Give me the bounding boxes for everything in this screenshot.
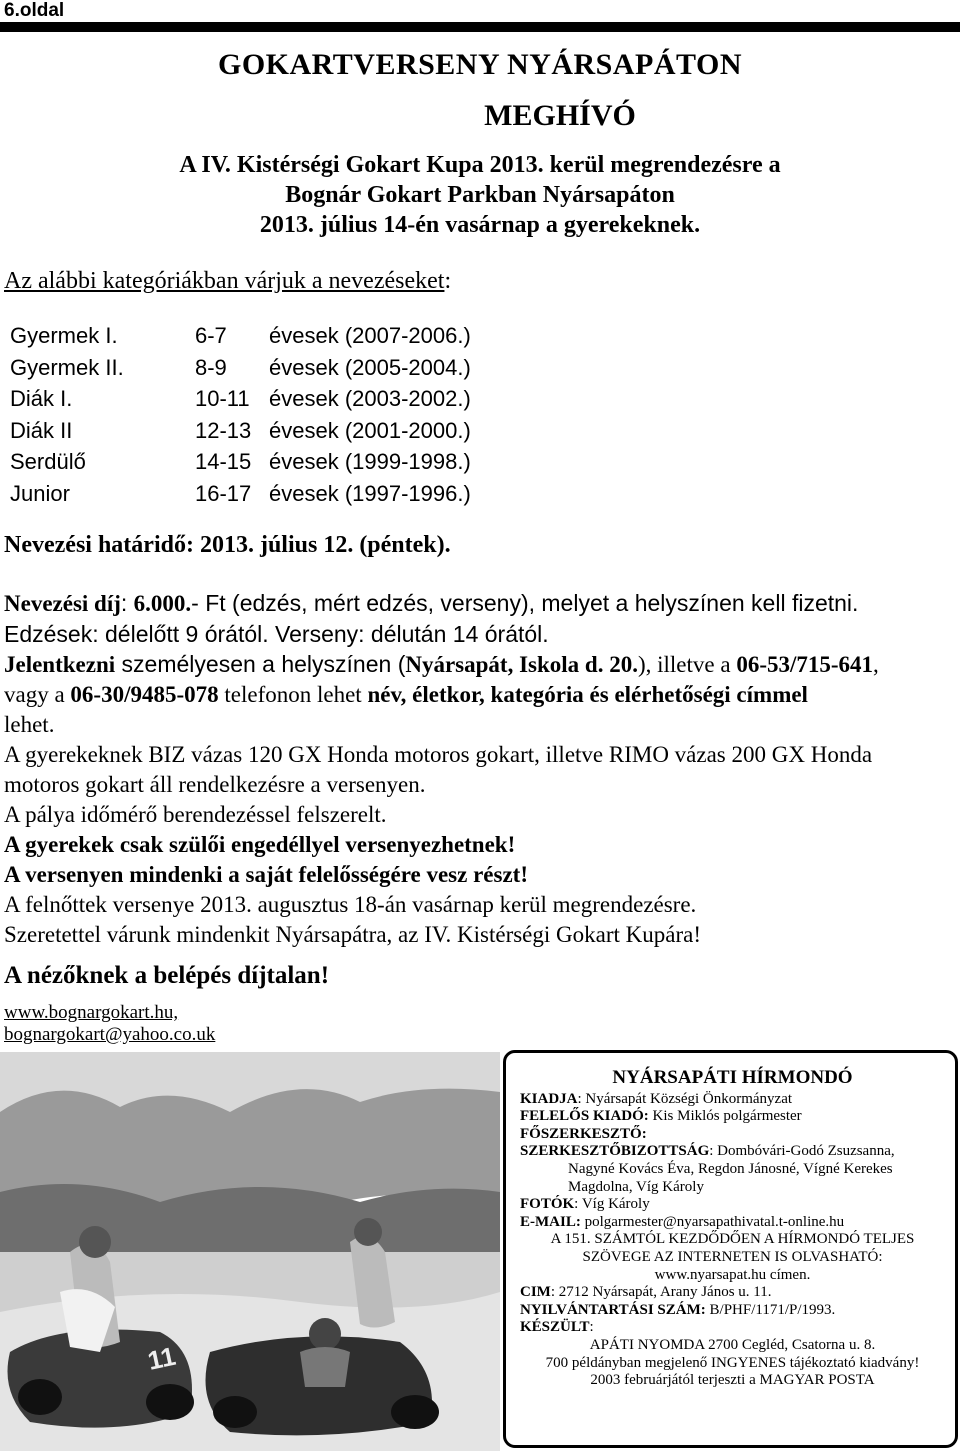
category-name: Diák II bbox=[10, 417, 73, 443]
category-age: 10-11 bbox=[195, 386, 250, 411]
contact-text: személyesen a helyszínen ( bbox=[115, 651, 406, 677]
category-row bbox=[10, 478, 471, 510]
impressum-value: : Víg Károly bbox=[574, 1196, 650, 1213]
category-name: Gyermek I. bbox=[10, 323, 118, 348]
category-list bbox=[10, 320, 471, 509]
category-age: 12-13 bbox=[195, 417, 252, 443]
impressum-value: Kis Miklós polgármester bbox=[648, 1108, 802, 1125]
category-name: Gyermek II. bbox=[10, 354, 124, 380]
fee-label: Nevezési díj bbox=[4, 591, 121, 616]
impressum-board-cont: Magdolna, Víg Károly bbox=[568, 1178, 704, 1195]
impressum-distribution: 2003 februárjától terjeszti a MAGYAR POSTA bbox=[590, 1372, 875, 1389]
category-row bbox=[10, 320, 471, 352]
publication-impressum bbox=[503, 1050, 958, 1448]
intro-line: 2013. július 14-én vasárnap a gyerekeknek. bbox=[259, 212, 701, 238]
page-title: GOKARTVERSENY NYÁRSAPÁTON bbox=[217, 48, 742, 81]
category-row bbox=[10, 383, 471, 415]
contact-text: vagy a bbox=[4, 682, 71, 707]
impressum-label: CIM bbox=[520, 1284, 551, 1301]
fee-line bbox=[4, 588, 954, 619]
impressum-title: NYÁRSAPÁTI HÍRMONDÓ bbox=[612, 1067, 853, 1088]
impressum-made bbox=[520, 1319, 945, 1337]
impressum-board bbox=[520, 1143, 945, 1161]
responsibility-note: A versenyen mindenki a saját felelősségére vesz részt! bbox=[4, 862, 528, 887]
impressum-copies: 700 példányban megjelenő INGYENES tájékoztató kiadvány! bbox=[545, 1354, 920, 1371]
karts-line: motoros gokart áll rendelkezésre a versenyen. bbox=[4, 772, 426, 797]
impressum-value: B/PHF/1171/P/1993. bbox=[705, 1301, 836, 1318]
header-rule bbox=[0, 22, 960, 32]
impressum-colon: : bbox=[589, 1319, 594, 1336]
impressum-notice-url: www.nyarsapat.hu címen. bbox=[654, 1266, 811, 1283]
impressum-value[interactable]: polgarmester@nyarsapathivatal.t-online.hu bbox=[580, 1213, 845, 1230]
impressum-label: NYILVÁNTARTÁSI SZÁM: bbox=[520, 1301, 706, 1318]
karts-line: A gyerekeknek BIZ vázas 120 GX Honda motoros gokart, illetve RIMO vázas 200 GX Honda bbox=[4, 742, 873, 767]
impressum-email bbox=[520, 1214, 945, 1232]
category-years: évesek (2007-2006.) bbox=[269, 323, 471, 348]
impressum-value: : Nyársapát Községi Önkormányzat bbox=[577, 1090, 793, 1107]
category-row bbox=[10, 415, 471, 447]
free-entry-note: A nézőknek a belépés díjtalan! bbox=[4, 962, 330, 989]
categories-heading-colon: : bbox=[444, 268, 452, 294]
contact-text: , bbox=[873, 652, 879, 677]
contact-place: Nyársapát, Iskola d. 20. bbox=[405, 652, 638, 677]
contact-phone-1: 06-53/715-641 bbox=[736, 652, 874, 677]
timing-note: A pálya időmérő berendezéssel felszerelt. bbox=[4, 802, 387, 827]
impressum-address bbox=[520, 1284, 945, 1302]
contact-text: ), illetve a bbox=[637, 652, 737, 677]
contact-line-2 bbox=[4, 680, 954, 710]
impressum-photos bbox=[520, 1196, 945, 1214]
email-link[interactable]: bognargokart@yahoo.co.uk bbox=[4, 1024, 216, 1045]
gokart-photo bbox=[0, 1052, 500, 1451]
category-years: évesek (1999-1998.) bbox=[269, 449, 471, 474]
entry-deadline: Nevezési határidő: 2013. július 12. (péntek). bbox=[4, 532, 451, 558]
contact-line-1 bbox=[4, 649, 954, 680]
impressum-label: SZERKESZTŐBIZOTTSÁG bbox=[520, 1143, 710, 1160]
impressum-value: : Dombóvári-Godó Zsuzsanna, bbox=[709, 1143, 895, 1160]
category-years: évesek (1997-1996.) bbox=[269, 480, 471, 506]
impressum-value: : 2712 Nyársapát, Arany János u. 11. bbox=[550, 1284, 772, 1301]
gokart-photo-illustration bbox=[0, 1052, 500, 1451]
training-times: Edzések: délelőtt 9 órától. Verseny: délután 14 órától. bbox=[4, 621, 549, 647]
category-years: évesek (2001-2000.) bbox=[269, 417, 471, 443]
contact-line-3: lehet. bbox=[4, 712, 55, 737]
impressum-label: KIADJA bbox=[520, 1090, 578, 1107]
welcome-note: Szeretettel várunk mindenkit Nyársapátra, az IV. Kistérségi Gokart Kupára! bbox=[4, 922, 701, 947]
website-link[interactable]: www.bognargokart.hu, bbox=[4, 1002, 179, 1023]
intro-line: A IV. Kistérségi Gokart Kupa 2013. kerül megrendezésre a bbox=[179, 152, 781, 178]
contact-apply: Jelentkezni bbox=[4, 652, 116, 677]
category-age: 16-17 bbox=[195, 480, 252, 506]
impressum-label: FŐSZERKESZTŐ: bbox=[520, 1125, 647, 1142]
impressum-publisher bbox=[520, 1091, 945, 1109]
impressum-label: FOTÓK bbox=[520, 1196, 575, 1213]
contact-phone-2: 06-30/9485-078 bbox=[70, 682, 219, 707]
categories-heading bbox=[4, 268, 451, 295]
contact-required-info: név, életkor, kategória és elérhetőségi címmel bbox=[367, 682, 808, 707]
intro-line: Bognár Gokart Parkban Nyársapáton bbox=[285, 182, 675, 208]
impressum-board-cont: Nagyné Kovács Éva, Regdon Jánosné, Vígné Kerekes bbox=[568, 1160, 893, 1177]
fee-rest: - Ft (edzés, mért edzés, verseny), melyet a helyszínen kell fizetni. bbox=[191, 590, 859, 616]
impressum-registration bbox=[520, 1302, 945, 1320]
categories-heading-text: Az alábbi kategóriákban várjuk a nevezéseket bbox=[4, 268, 445, 294]
category-age: 6-7 bbox=[195, 323, 227, 348]
contact-links bbox=[4, 1002, 215, 1046]
category-age: 14-15 bbox=[195, 449, 252, 474]
intro-block bbox=[0, 150, 960, 240]
fee-amount: 6.000. bbox=[133, 591, 192, 616]
kart-number: 11 bbox=[145, 1340, 179, 1376]
info-paragraphs bbox=[4, 740, 954, 950]
impressum-label: FELELŐS KIADÓ: bbox=[520, 1108, 649, 1125]
category-row bbox=[10, 446, 471, 478]
category-name: Serdülő bbox=[10, 449, 86, 474]
page-number-label: 6.oldal bbox=[4, 0, 65, 21]
impressum-label: KÉSZÜLT bbox=[520, 1319, 590, 1336]
category-years: évesek (2005-2004.) bbox=[269, 354, 471, 380]
fee-colon: : bbox=[120, 590, 134, 616]
category-name: Diák I. bbox=[10, 386, 73, 411]
adult-race-note: A felnőttek versenye 2013. augusztus 18-án vasárnap kerül megrendezésre. bbox=[4, 892, 697, 917]
category-name: Junior bbox=[10, 480, 70, 506]
fee-block bbox=[4, 588, 954, 740]
category-row bbox=[10, 352, 471, 384]
impressum-printer: APÁTI NYOMDA 2700 Cegléd, Csatorna u. 8. bbox=[589, 1336, 876, 1353]
category-years: évesek (2003-2002.) bbox=[269, 386, 471, 411]
impressum-notice: A 151. SZÁMTÓL KEZDŐDŐEN A HÍRMONDÓ TELJES bbox=[550, 1231, 915, 1248]
impressum-editor-in-chief bbox=[520, 1126, 945, 1144]
impressum-label: E-MAIL: bbox=[520, 1213, 581, 1230]
impressum-notice: SZÖVEGE AZ INTERNETEN IS OLVASHATÓ: bbox=[582, 1248, 883, 1265]
category-age: 8-9 bbox=[195, 354, 227, 380]
impressum-responsible bbox=[520, 1108, 945, 1126]
page-subtitle: MEGHÍVÓ bbox=[484, 99, 636, 132]
contact-text: telefonon lehet bbox=[218, 682, 368, 707]
parental-consent-note: A gyerekek csak szülői engedéllyel versenyezhetnek! bbox=[4, 832, 516, 857]
